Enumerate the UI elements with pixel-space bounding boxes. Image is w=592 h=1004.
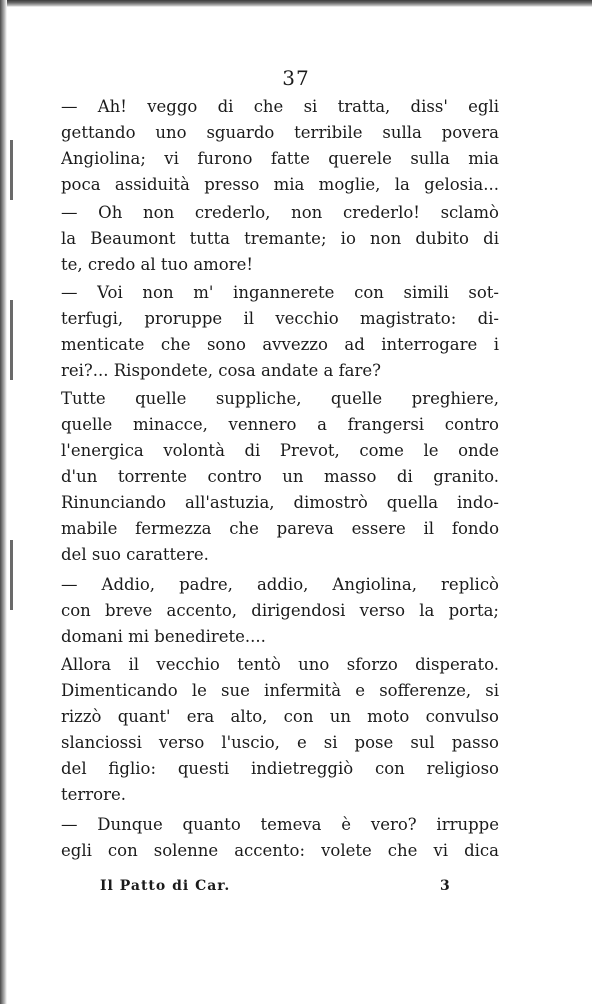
- text-line: Rinunciando all'astuzia, dimostrò quella indo-: [61, 493, 499, 512]
- text-line: Allora il vecchio tentò uno sforzo disperato.: [61, 655, 499, 674]
- text-line: rizzò quant' era alto, con un moto convulso: [61, 707, 499, 726]
- text-line: Dimenticando le sue infermità e sofferenze, si: [61, 681, 499, 700]
- text-line: slanciossi verso l'uscio, e si pose sul passo: [61, 733, 499, 752]
- text-line: del figlio: questi indietreggiò con religioso: [61, 759, 499, 778]
- text-line: la Beaumont tutta tremante; io non dubito di: [61, 229, 499, 248]
- text-line: — Addio, padre, addio, Angiolina, replicò: [61, 575, 499, 594]
- page-binding-edge: [0, 0, 7, 1004]
- text-line: Tutte quelle suppliche, quelle preghiere,: [61, 389, 499, 408]
- scan-mark: [10, 540, 13, 610]
- text-line: menticate che sono avvezzo ad interrogare i: [61, 335, 499, 354]
- text-line: — Voi non m' ingannerete con simili sot-: [61, 283, 499, 302]
- text-line: terrore.: [61, 785, 127, 804]
- text-line: d'un torrente contro un masso di granito.: [61, 467, 499, 486]
- text-line: quelle minacce, vennero a frangersi contro: [61, 415, 499, 434]
- scan-mark: [10, 300, 13, 380]
- text-line: terfugi, proruppe il vecchio magistrato: di-: [61, 309, 499, 328]
- text-line: rei?... Rispondete, cosa andate a fare?: [61, 361, 382, 380]
- text-line: — Ah! veggo di che si tratta, diss' egli: [61, 97, 499, 116]
- page-number: 37: [282, 66, 310, 90]
- text-line: domani mi benedirete....: [61, 627, 266, 646]
- text-line: con breve accento, dirigendosi verso la porta;: [61, 601, 499, 620]
- text-line: poca assiduità presso mia moglie, la gelosia...: [61, 175, 499, 194]
- page-top-edge: [0, 0, 592, 7]
- scan-mark: [10, 140, 13, 200]
- text-line: l'energica volontà di Prevot, come le onde: [61, 441, 499, 460]
- text-line: del suo carattere.: [61, 545, 209, 564]
- text-line: gettando uno sguardo terribile sulla povera: [61, 123, 499, 142]
- text-line: te, credo al tuo amore!: [61, 255, 254, 274]
- text-line: — Oh non crederlo, non crederlo! sclamò: [61, 203, 499, 222]
- text-line: mabile fermezza che pareva essere il fondo: [61, 519, 499, 538]
- text-line: Angiolina; vi furono fatte querele sulla mia: [61, 149, 499, 168]
- text-line: egli con solenne accento: volete che vi dica: [61, 841, 499, 860]
- signature-mark: 3: [440, 878, 450, 894]
- footer-title: Il Patto di Car.: [100, 878, 231, 894]
- text-line: — Dunque quanto temeva è vero? irruppe: [61, 815, 499, 834]
